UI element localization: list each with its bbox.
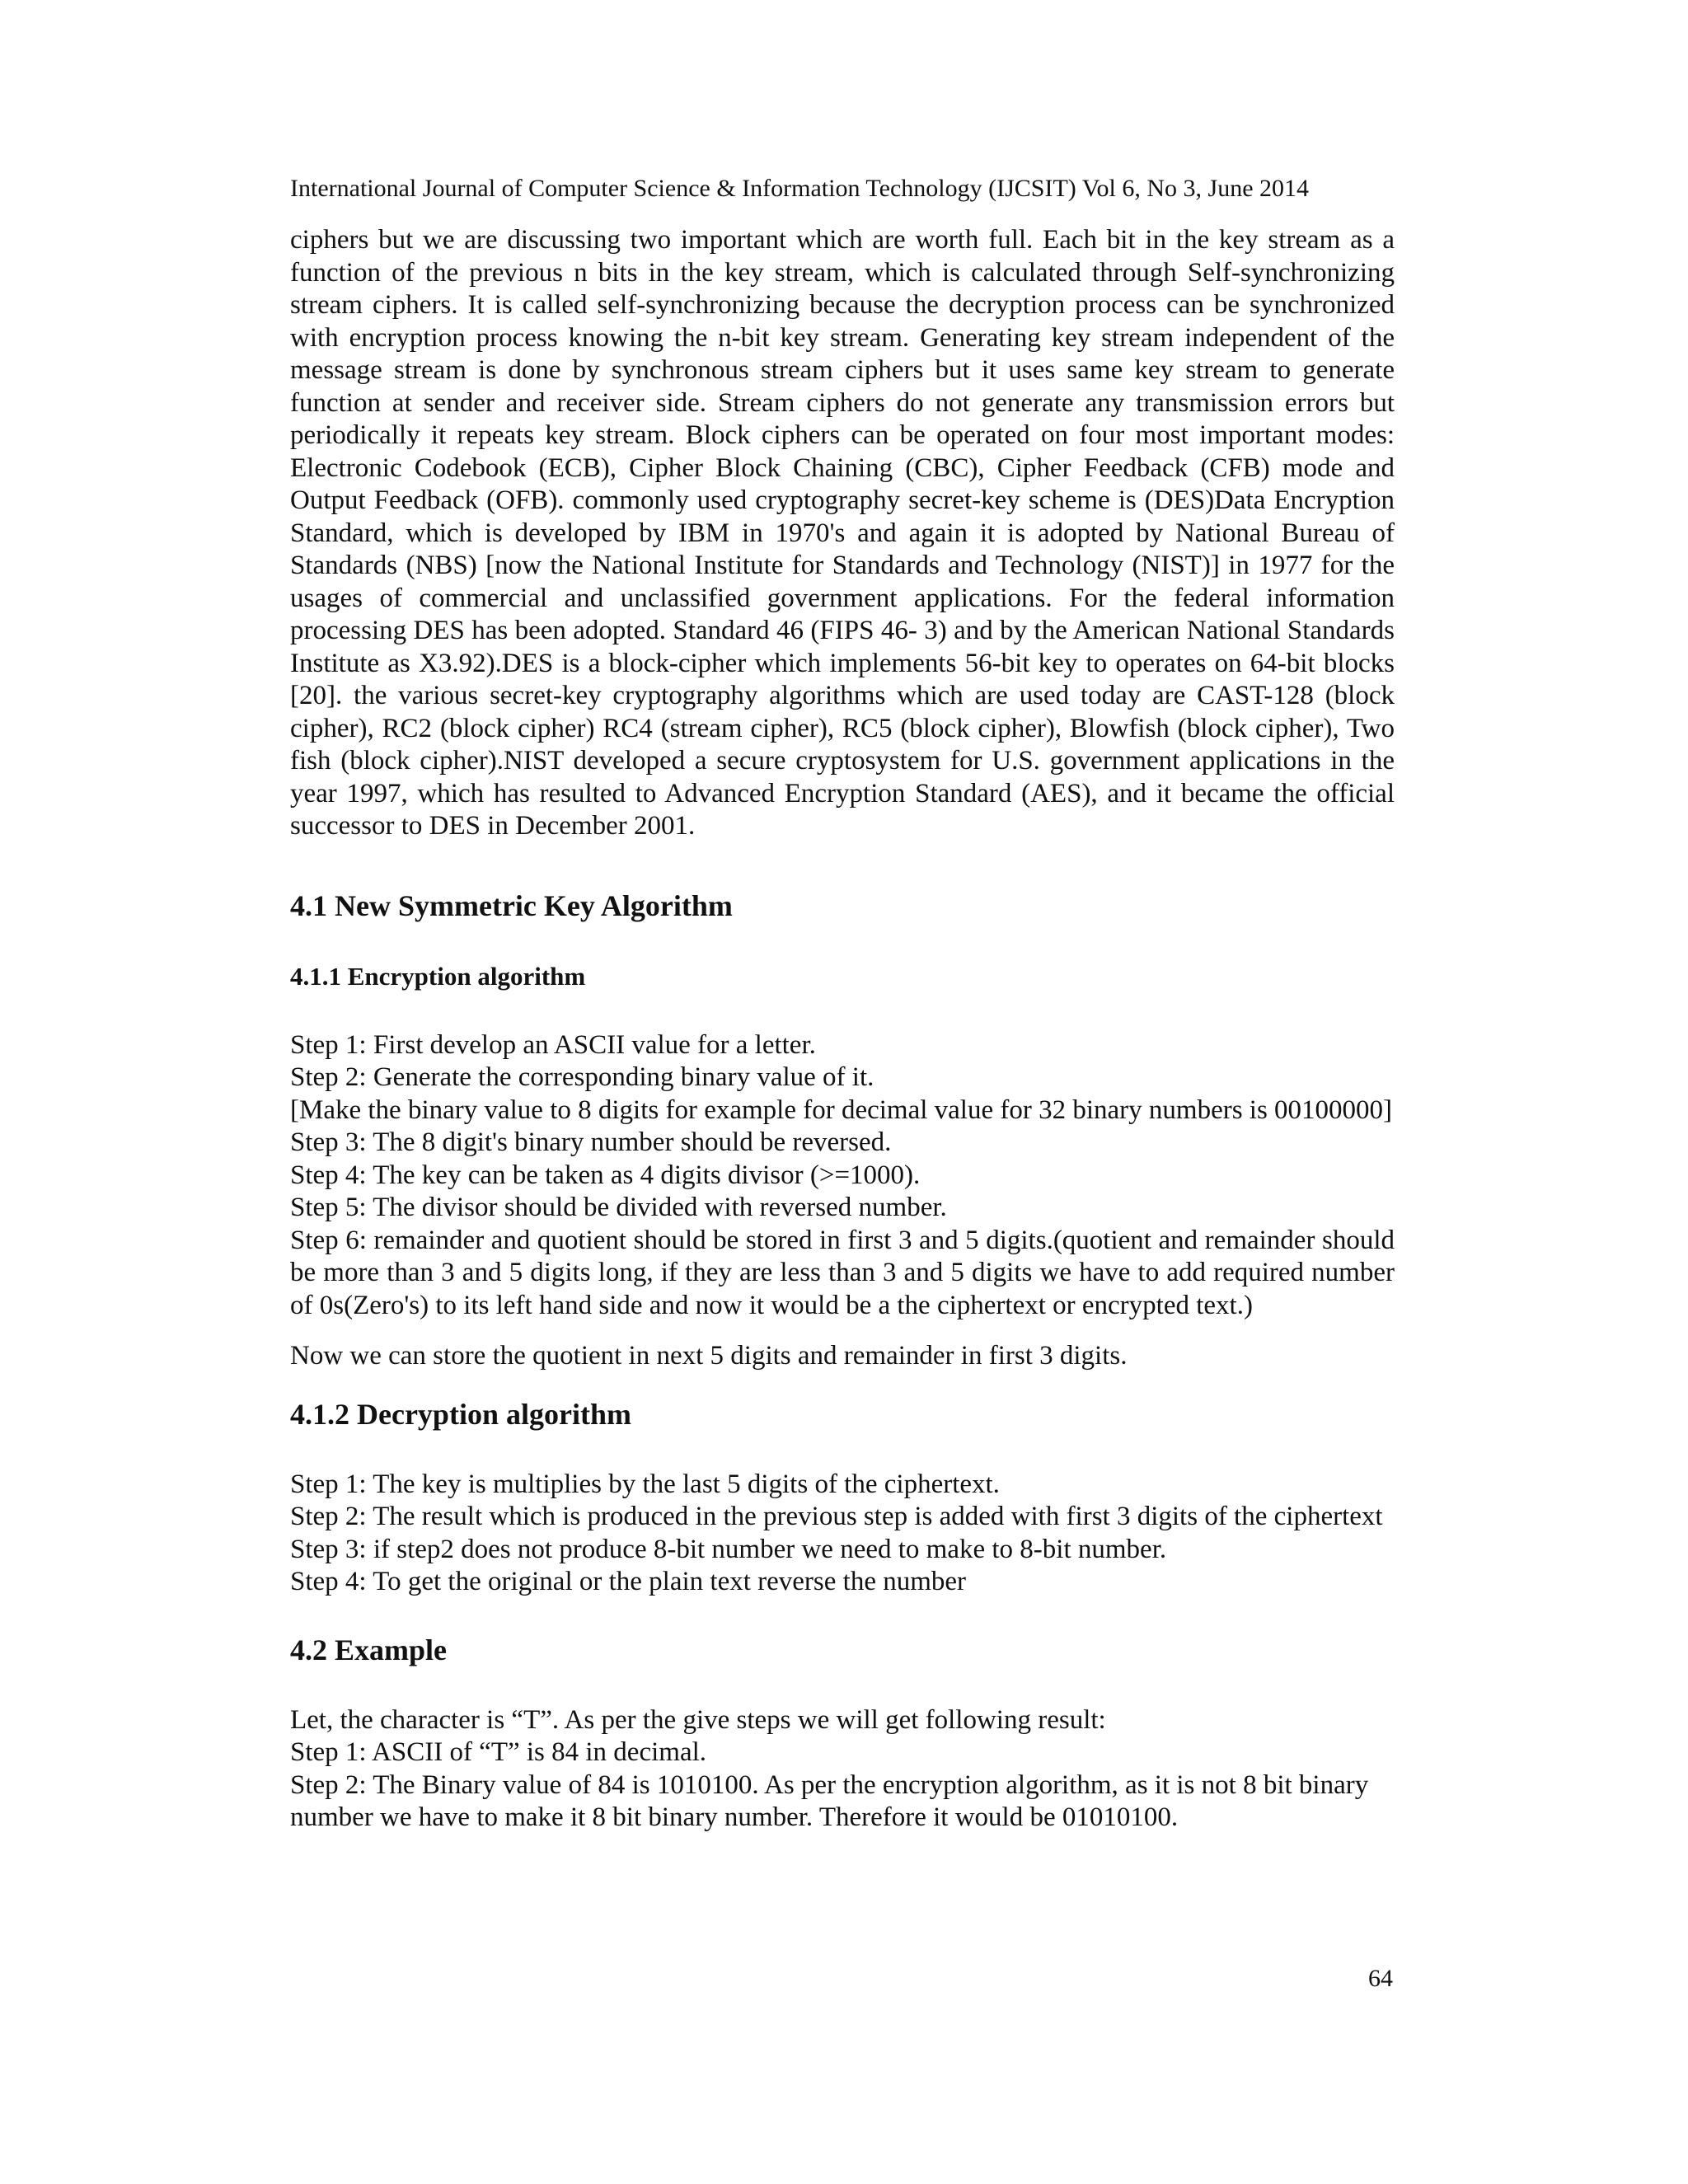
encryption-step-5: Step 5: The divisor should be divided with reversed number. xyxy=(290,1193,947,1222)
decryption-step-4: Step 4: To get the original or the plain text reverse the number xyxy=(290,1567,967,1596)
encryption-step-4: Step 4: The key can be taken as 4 digits divisor (>=1000). xyxy=(290,1160,921,1190)
encryption-step-6: Step 6: remainder and quotient should be stored in first 3 and 5 digits.(quotient and remainder should be more than 3 and 5 digits long, if they are less than 3 and 5 digits we have to add required number of 0s(Zero's) to its left hand side and now it would be a the ciphertext or encrypted text.) xyxy=(290,1225,1395,1320)
encryption-step-3: Step 3: The 8 digit's binary number should be reversed. xyxy=(290,1127,892,1157)
page-number: 64 xyxy=(1368,1965,1393,1992)
subsection-heading-4-1-1: 4.1.1 Encryption algorithm xyxy=(290,961,586,991)
section-heading-4-1: 4.1 New Symmetric Key Algorithm xyxy=(290,888,733,922)
decryption-step-1: Step 1: The key is multiplies by the last 5 digits of the ciphertext. xyxy=(290,1469,1000,1499)
section-heading-4-2: 4.2 Example xyxy=(290,1633,448,1666)
example-intro: Let, the character is “T”. As per the give steps we will get following result: xyxy=(290,1704,1106,1735)
example-step-1: Step 1: ASCII of “T” is 84 in decimal. xyxy=(290,1737,707,1767)
encryption-closing: Now we can store the quotient in next 5 digits and remainder in first 3 digits. xyxy=(290,1341,1128,1371)
encryption-step-1: Step 1: First develop an ASCII value for a letter. xyxy=(290,1029,816,1060)
example-step-2: Step 2: The Binary value of 84 is 1010100. As per the encryption algorithm, as it is not 8 bit binary number we have to make it 8 bit binary number. Therefore it would be 01010100. xyxy=(290,1769,1369,1832)
encryption-step-2: Step 2: Generate the corresponding binary value of it. xyxy=(290,1062,874,1092)
subsection-heading-4-1-2: 4.1.2 Decryption algorithm xyxy=(290,1397,631,1431)
encryption-step-2-note: [Make the binary value to 8 digits for example for decimal value for 32 binary numbers is 00100000] xyxy=(290,1094,1393,1125)
decryption-step-2: Step 2: The result which is produced in the previous step is added with first 3 digits of the ciphertext xyxy=(290,1502,1383,1531)
encryption-steps xyxy=(290,1029,1395,1323)
running-header: International Journal of Computer Science & Information Technology (IJCSIT) Vol 6, No 3, June 2014 xyxy=(290,175,1310,202)
example-block xyxy=(290,1704,1395,1835)
intro-paragraph: ciphers but we are discussing two important which are worth full. Each bit in the key stream as a function of the previous n bits in the key stream, which is calculated through Self-synchronizing stream ciphers. It is called self-synchronizing because the decryption process can be synchronized with encryption process knowing the n-bit key stream. Generating key stream independent of the message stream is done by synchronous stream ciphers but it uses same key stream to generate function at sender and receiver side. Stream ciphers do not generate any transmission errors but periodically it repeats key stream. Block ciphers can be operated on four most important modes: Electronic Codebook (ECB), Cipher Block Chaining (CBC), Cipher Feedback (CFB) mode and Output Feedback (OFB). commonly used cryptography secret-key scheme is (DES)Data Encryption Standard, which is developed by IBM in 1970's and again it is adopted by National Bureau of Standards (NBS) [now the National Institute for Standards and Technology (NIST)] in 1977 for the usages of commercial and unclassified government applications. For the federal information processing DES has been adopted. Standard 46 (FIPS 46- 3) and by the American National Standards Institute as X3.92).DES is a block-cipher which implements 56-bit key to operates on 64-bit blocks [20]. the various secret-key cryptography algorithms which are used today are CAST-128 (block cipher), RC2 (block cipher) RC4 (stream cipher), RC5 (block cipher), Blowfish (block cipher), Two fish (block cipher).NIST developed a secure cryptosystem for U.S. government applications in the year 1997, which has resulted to Advanced Encryption Standard (AES), and it became the official successor to DES in December 2001. xyxy=(290,225,1395,841)
decryption-step-3: Step 3: if step2 does not produce 8-bit number we need to make to 8-bit number. xyxy=(290,1534,1167,1564)
page-content xyxy=(290,224,1395,1835)
decryption-steps xyxy=(290,1469,1395,1599)
